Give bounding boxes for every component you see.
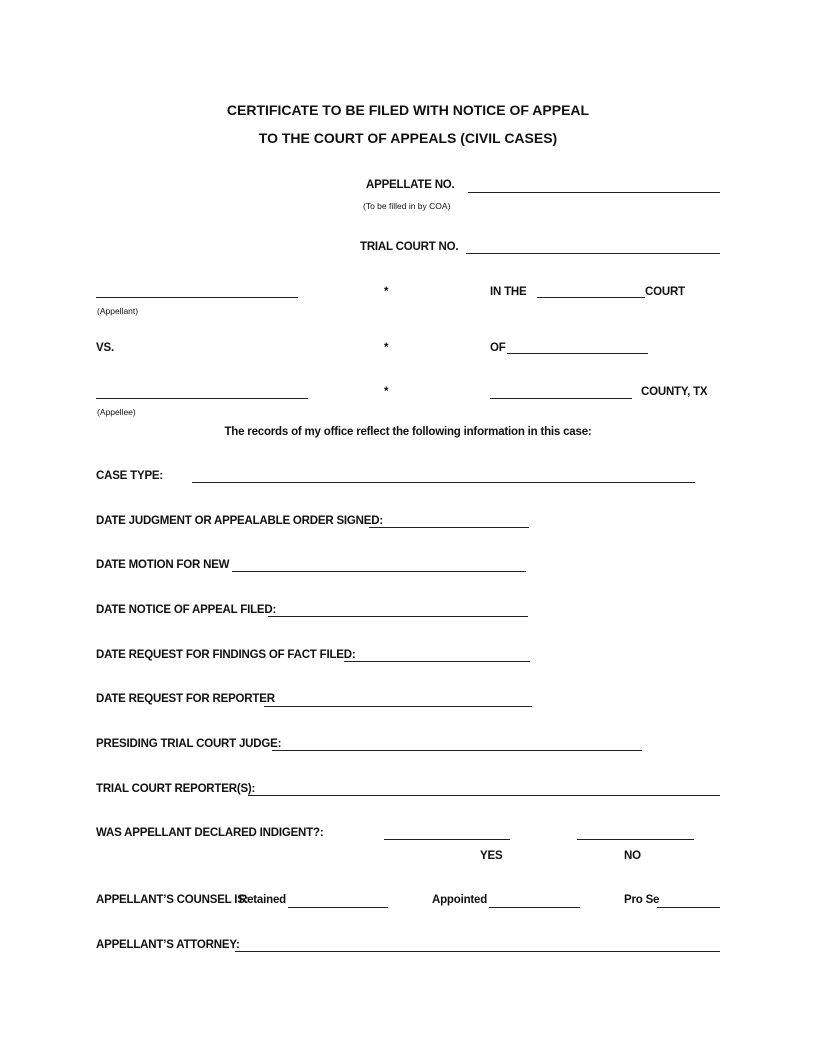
caption-star-3: * xyxy=(384,386,389,398)
pro-se-field[interactable] xyxy=(657,907,720,908)
retained-field[interactable] xyxy=(288,907,388,908)
county-label: COUNTY, TX xyxy=(641,386,708,398)
date-findings-label: DATE REQUEST FOR FINDINGS OF FACT FILED: xyxy=(96,649,356,661)
appointed-field[interactable] xyxy=(489,907,580,908)
form-title-line-1: CERTIFICATE TO BE FILED WITH NOTICE OF APPEAL xyxy=(226,102,590,118)
date-motion-label: DATE MOTION FOR NEW xyxy=(96,559,230,571)
date-notice-label: DATE NOTICE OF APPEAL FILED: xyxy=(96,604,277,616)
pro-se-label: Pro Se xyxy=(624,894,660,906)
indigent-label: WAS APPELLANT DECLARED INDIGENT?: xyxy=(96,827,324,839)
retained-label: Retained xyxy=(239,894,286,906)
appointed-label: Appointed xyxy=(432,894,488,906)
yes-label: YES xyxy=(480,850,503,862)
presiding-judge-field[interactable] xyxy=(272,750,642,751)
of-field[interactable] xyxy=(507,353,648,354)
date-motion-field[interactable] xyxy=(232,571,526,572)
trial-court-no-field[interactable] xyxy=(466,253,720,254)
attorney-label: APPELLANT’S ATTORNEY: xyxy=(96,939,240,951)
date-reporter-label: DATE REQUEST FOR REPORTER xyxy=(96,693,275,705)
appellate-no-label: APPELLATE NO. xyxy=(366,179,455,191)
date-reporter-field[interactable] xyxy=(264,706,532,707)
date-notice-field[interactable] xyxy=(268,616,528,617)
appellee-note: (Appellee) xyxy=(97,407,136,417)
date-findings-field[interactable] xyxy=(344,661,530,662)
appellee-name-field[interactable] xyxy=(96,398,308,399)
case-type-field[interactable] xyxy=(192,482,695,483)
counsel-is-label: APPELLANT’S COUNSEL IS: xyxy=(96,894,249,906)
court-reporter-field[interactable] xyxy=(248,795,720,796)
court-name-field[interactable] xyxy=(537,297,645,298)
records-intro: The records of my office reflect the following information in this case: xyxy=(224,426,592,438)
caption-star-2: * xyxy=(384,342,389,354)
appellant-name-field[interactable] xyxy=(96,297,298,298)
form-title-line-2: TO THE COURT OF APPEALS (CIVIL CASES) xyxy=(258,130,558,146)
case-type-label: CASE TYPE: xyxy=(96,470,164,482)
attorney-field[interactable] xyxy=(235,951,720,952)
appellate-no-field[interactable] xyxy=(468,192,720,193)
of-label: OF xyxy=(490,342,506,354)
court-label: COURT xyxy=(645,286,685,298)
appellant-note: (Appellant) xyxy=(97,306,139,316)
no-label: NO xyxy=(624,850,641,862)
date-judgment-label: DATE JUDGMENT OR APPEALABLE ORDER SIGNED: xyxy=(96,515,383,527)
county-field[interactable] xyxy=(490,398,632,399)
in-the-label: IN THE xyxy=(490,286,527,298)
appellate-no-note: (To be filled in by COA) xyxy=(363,201,451,211)
presiding-judge-label: PRESIDING TRIAL COURT JUDGE: xyxy=(96,738,282,750)
trial-court-no-label: TRIAL COURT NO. xyxy=(360,241,459,253)
indigent-no-field[interactable] xyxy=(577,839,694,840)
caption-star-1: * xyxy=(384,286,389,298)
vs-label: VS. xyxy=(96,342,114,354)
indigent-yes-field[interactable] xyxy=(384,839,510,840)
date-judgment-field[interactable] xyxy=(369,527,529,528)
court-reporter-label: TRIAL COURT REPORTER(S): xyxy=(96,783,256,795)
